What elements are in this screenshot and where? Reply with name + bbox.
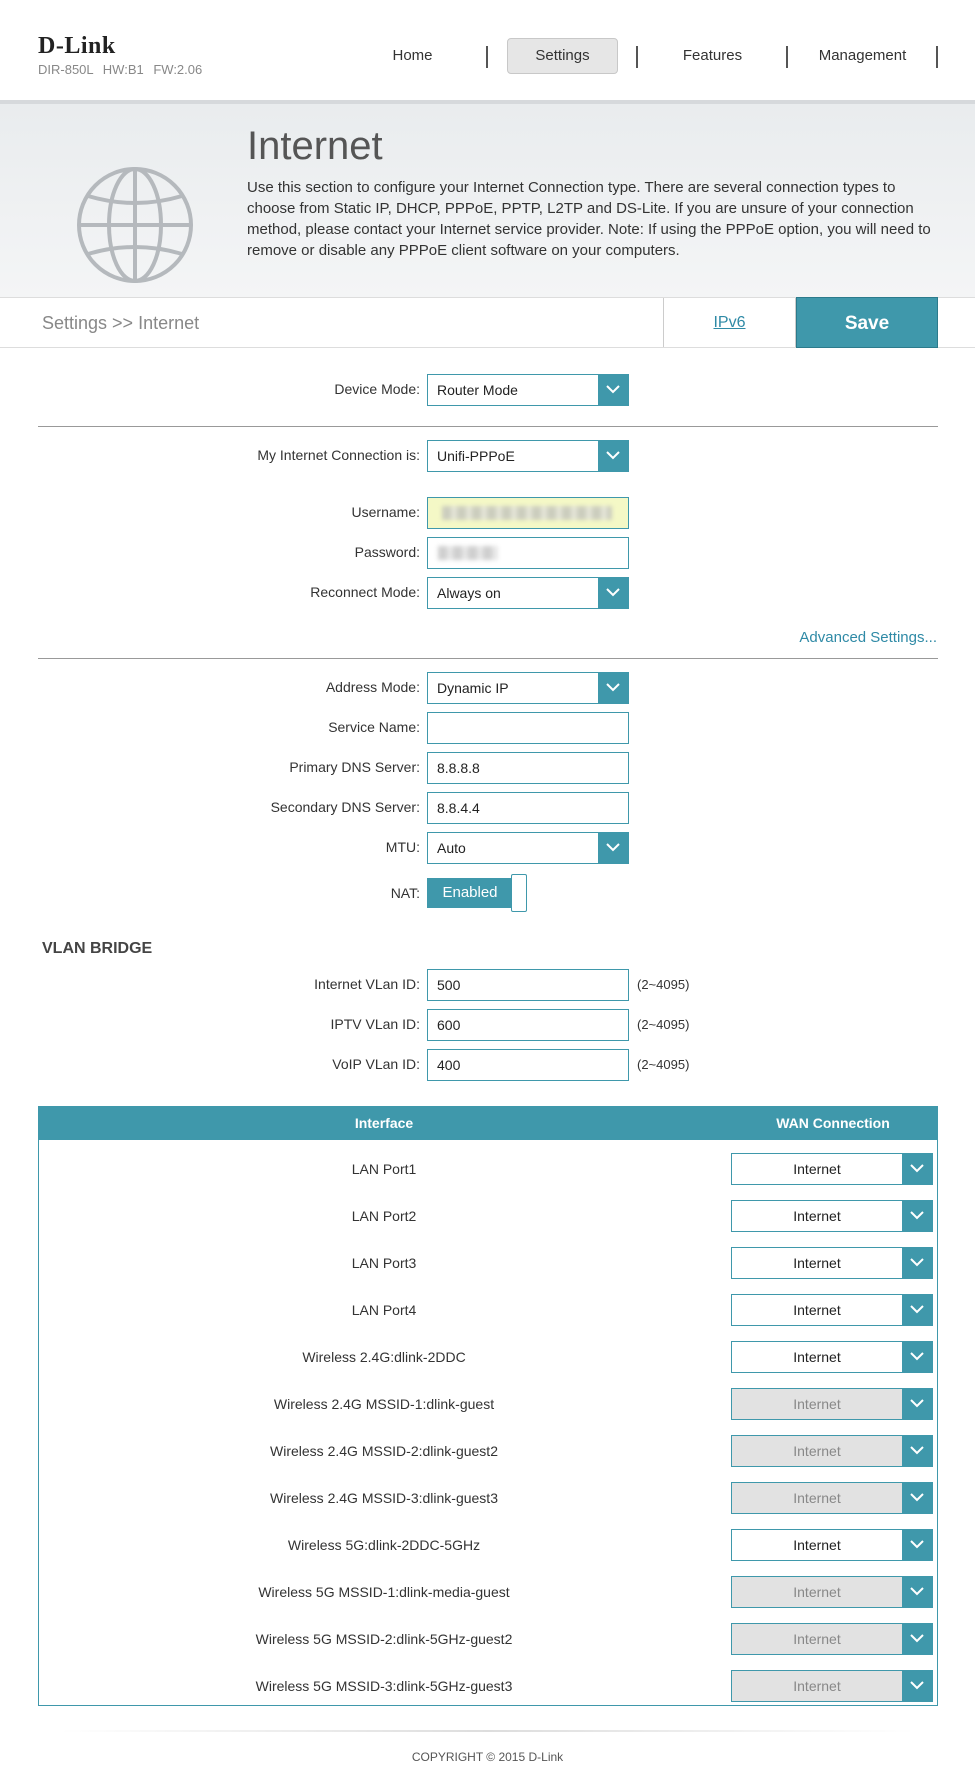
device-mode-select[interactable] <box>427 374 629 406</box>
table-row <box>39 1576 937 1608</box>
nav-separator <box>936 46 938 68</box>
section-divider <box>38 658 938 659</box>
voip-vlan-row <box>0 1049 975 1081</box>
voip-vlan-input[interactable]: 400 <box>427 1049 629 1081</box>
nat-row <box>0 874 975 914</box>
chevron-down-icon <box>598 578 628 608</box>
wan-connection-table <box>38 1106 938 1706</box>
address-mode-select[interactable] <box>427 672 629 704</box>
address-mode-row <box>0 672 975 704</box>
page-banner <box>0 100 975 297</box>
wan-connection-select[interactable] <box>731 1294 933 1326</box>
chevron-down-icon <box>598 441 628 471</box>
interface-name: LAN Port2 <box>351 1208 417 1224</box>
mtu-label: MTU: <box>385 839 420 855</box>
iptv-vlan-row <box>0 1009 975 1041</box>
table-row <box>39 1200 937 1232</box>
table-row <box>39 1341 937 1373</box>
wan-connection-value: Internet <box>793 1490 841 1506</box>
nav-management[interactable]: Management <box>818 47 907 64</box>
page-description: Use this section to configure your Internet Connection type. There are several connection types to choose from Static IP, DHCP, PPPoE, PPTP, L2TP and DS-Lite. If you are unsure of your connection method, please contact your Internet service provider. Note: If using the PPPoE option, you will need to remove or disable any PPPoE client software on your computers. <box>247 179 931 259</box>
interface-name: Wireless 2.4G MSSID-3:dlink-guest3 <box>270 1490 498 1506</box>
reconnect-row <box>0 577 975 609</box>
interface-name: LAN Port3 <box>351 1255 417 1271</box>
chevron-down-icon <box>902 1248 932 1278</box>
chevron-down-icon <box>902 1342 932 1372</box>
wan-connection-value: Internet <box>793 1302 841 1318</box>
wan-connection-value: Internet <box>793 1443 841 1459</box>
ipv6-tab <box>663 298 796 347</box>
interface-name: Wireless 2.4G MSSID-1:dlink-guest <box>273 1396 495 1412</box>
chevron-down-icon <box>902 1389 932 1419</box>
footer-divider <box>60 1730 915 1732</box>
redacted-text <box>438 546 498 560</box>
wan-connection-value: Internet <box>793 1349 841 1365</box>
hw-version: HW:B1 <box>102 62 144 77</box>
connection-type-value: Unifi-PPPoE <box>437 448 515 464</box>
connection-label: My Internet Connection is: <box>257 447 420 463</box>
password-label: Password: <box>354 544 420 560</box>
copyright: COPYRIGHT © 2015 D-Link <box>411 1750 564 1764</box>
wan-connection-value: Internet <box>793 1208 841 1224</box>
nav-home[interactable]: Home <box>392 47 433 64</box>
column-header-wan: WAN Connection <box>776 1115 890 1131</box>
chevron-down-icon <box>902 1483 932 1513</box>
chevron-down-icon <box>902 1295 932 1325</box>
service-name-input[interactable] <box>427 712 629 744</box>
ipv6-link[interactable]: IPv6 <box>713 314 746 331</box>
table-row <box>39 1388 937 1420</box>
chevron-down-icon <box>598 673 628 703</box>
range-hint: (2~4095) <box>637 1017 690 1032</box>
nav-separator <box>486 46 488 68</box>
device-mode-label: Device Mode: <box>334 381 420 397</box>
wan-connection-value: Internet <box>793 1584 841 1600</box>
advanced-settings-link[interactable]: Advanced Settings... <box>799 629 937 646</box>
reconnect-mode-value: Always on <box>437 585 501 601</box>
service-name-label: Service Name: <box>328 719 420 735</box>
wan-connection-value: Internet <box>793 1396 841 1412</box>
chevron-down-icon <box>902 1436 932 1466</box>
service-name-row <box>0 712 975 744</box>
mtu-select[interactable] <box>427 832 629 864</box>
wan-connection-select[interactable] <box>731 1529 933 1561</box>
secondary-dns-label: Secondary DNS Server: <box>270 799 420 815</box>
wan-connection-select <box>731 1623 933 1655</box>
internet-vlan-input[interactable]: 500 <box>427 969 629 1001</box>
secondary-dns-row <box>0 792 975 824</box>
nav-separator <box>786 46 788 68</box>
interface-name: Wireless 2.4G:dlink-2DDC <box>302 1349 466 1365</box>
connection-type-select[interactable] <box>427 440 629 472</box>
interface-name: Wireless 5G:dlink-2DDC-5GHz <box>287 1537 481 1553</box>
table-header <box>39 1107 937 1140</box>
device-mode-value: Router Mode <box>437 382 518 398</box>
globe-icon <box>74 164 196 286</box>
wan-connection-select <box>731 1435 933 1467</box>
interface-name: Wireless 5G MSSID-1:dlink-media-guest <box>258 1584 510 1600</box>
table-row <box>39 1247 937 1279</box>
save-button[interactable]: Save <box>796 297 938 348</box>
nat-label: NAT: <box>390 885 420 901</box>
address-mode-label: Address Mode: <box>325 679 420 695</box>
wan-connection-select[interactable] <box>731 1153 933 1185</box>
vlan-bridge-heading: VLAN BRIDGE <box>42 940 153 957</box>
wan-connection-select <box>731 1388 933 1420</box>
password-row <box>0 537 975 569</box>
chevron-down-icon <box>902 1201 932 1231</box>
toggle-knob[interactable] <box>511 874 527 912</box>
breadcrumb-bar <box>0 297 975 348</box>
mtu-value: Auto <box>437 840 466 856</box>
nav-separator <box>636 46 638 68</box>
interface-name: LAN Port1 <box>351 1161 417 1177</box>
wan-connection-select[interactable] <box>731 1341 933 1373</box>
username-label: Username: <box>351 504 420 520</box>
address-mode-value: Dynamic IP <box>437 680 509 696</box>
top-bar <box>0 0 975 100</box>
wan-connection-select <box>731 1670 933 1702</box>
table-row <box>39 1529 937 1561</box>
interface-name: Wireless 5G MSSID-3:dlink-5GHz-guest3 <box>255 1678 513 1694</box>
device-mode-row <box>0 374 975 406</box>
chevron-down-icon <box>902 1530 932 1560</box>
primary-dns-row <box>0 752 975 784</box>
chevron-down-icon <box>902 1577 932 1607</box>
username-input[interactable] <box>427 497 629 529</box>
connection-row <box>0 440 975 472</box>
wan-connection-value: Internet <box>793 1631 841 1647</box>
password-input[interactable] <box>427 537 629 569</box>
wan-connection-value: Internet <box>793 1161 841 1177</box>
chevron-down-icon <box>598 833 628 863</box>
wan-connection-select[interactable] <box>731 1247 933 1279</box>
fw-version: FW:2.06 <box>153 62 203 77</box>
interface-name: LAN Port4 <box>351 1302 417 1318</box>
nat-toggle-state: Enabled <box>427 878 513 908</box>
voip-vlan-label: VoIP VLan ID: <box>332 1056 420 1072</box>
wan-connection-select <box>731 1576 933 1608</box>
redacted-text <box>442 506 612 520</box>
primary-dns-label: Primary DNS Server: <box>289 759 420 775</box>
wan-connection-value: Internet <box>793 1255 841 1271</box>
section-divider <box>38 426 938 427</box>
device-info <box>38 62 202 77</box>
page-title: Internet <box>247 124 383 168</box>
table-row <box>39 1435 937 1467</box>
wan-connection-select <box>731 1482 933 1514</box>
table-row <box>39 1670 937 1702</box>
interface-name: Wireless 5G MSSID-2:dlink-5GHz-guest2 <box>255 1631 513 1647</box>
mtu-row <box>0 832 975 864</box>
nav-settings[interactable]: Settings <box>507 38 618 74</box>
nat-toggle[interactable] <box>427 874 527 912</box>
column-header-interface: Interface <box>354 1115 414 1131</box>
internet-vlan-label: Internet VLan ID: <box>314 976 420 992</box>
chevron-down-icon <box>902 1671 932 1701</box>
reconnect-mode-select[interactable] <box>427 577 629 609</box>
secondary-dns-input[interactable]: 8.8.4.4 <box>427 792 629 824</box>
primary-dns-input[interactable]: 8.8.8.8 <box>427 752 629 784</box>
range-hint: (2~4095) <box>637 977 690 992</box>
table-row <box>39 1623 937 1655</box>
dlink-logo[interactable]: D-Link <box>38 33 116 59</box>
table-row <box>39 1153 937 1185</box>
chevron-down-icon <box>598 375 628 405</box>
nav-features[interactable]: Features <box>682 47 743 64</box>
wan-connection-value: Internet <box>793 1678 841 1694</box>
wan-connection-value: Internet <box>793 1537 841 1553</box>
range-hint: (2~4095) <box>637 1057 690 1072</box>
reconnect-label: Reconnect Mode: <box>310 584 420 600</box>
table-row <box>39 1482 937 1514</box>
breadcrumb: Settings >> Internet <box>42 313 200 333</box>
table-row <box>39 1294 937 1326</box>
username-row <box>0 497 975 529</box>
chevron-down-icon <box>902 1624 932 1654</box>
model-name: DIR-850L <box>38 62 94 77</box>
iptv-vlan-input[interactable]: 600 <box>427 1009 629 1041</box>
iptv-vlan-label: IPTV VLan ID: <box>330 1016 420 1032</box>
chevron-down-icon <box>902 1154 932 1184</box>
wan-connection-select[interactable] <box>731 1200 933 1232</box>
interface-name: Wireless 2.4G MSSID-2:dlink-guest2 <box>270 1443 498 1459</box>
internet-vlan-row <box>0 969 975 1001</box>
